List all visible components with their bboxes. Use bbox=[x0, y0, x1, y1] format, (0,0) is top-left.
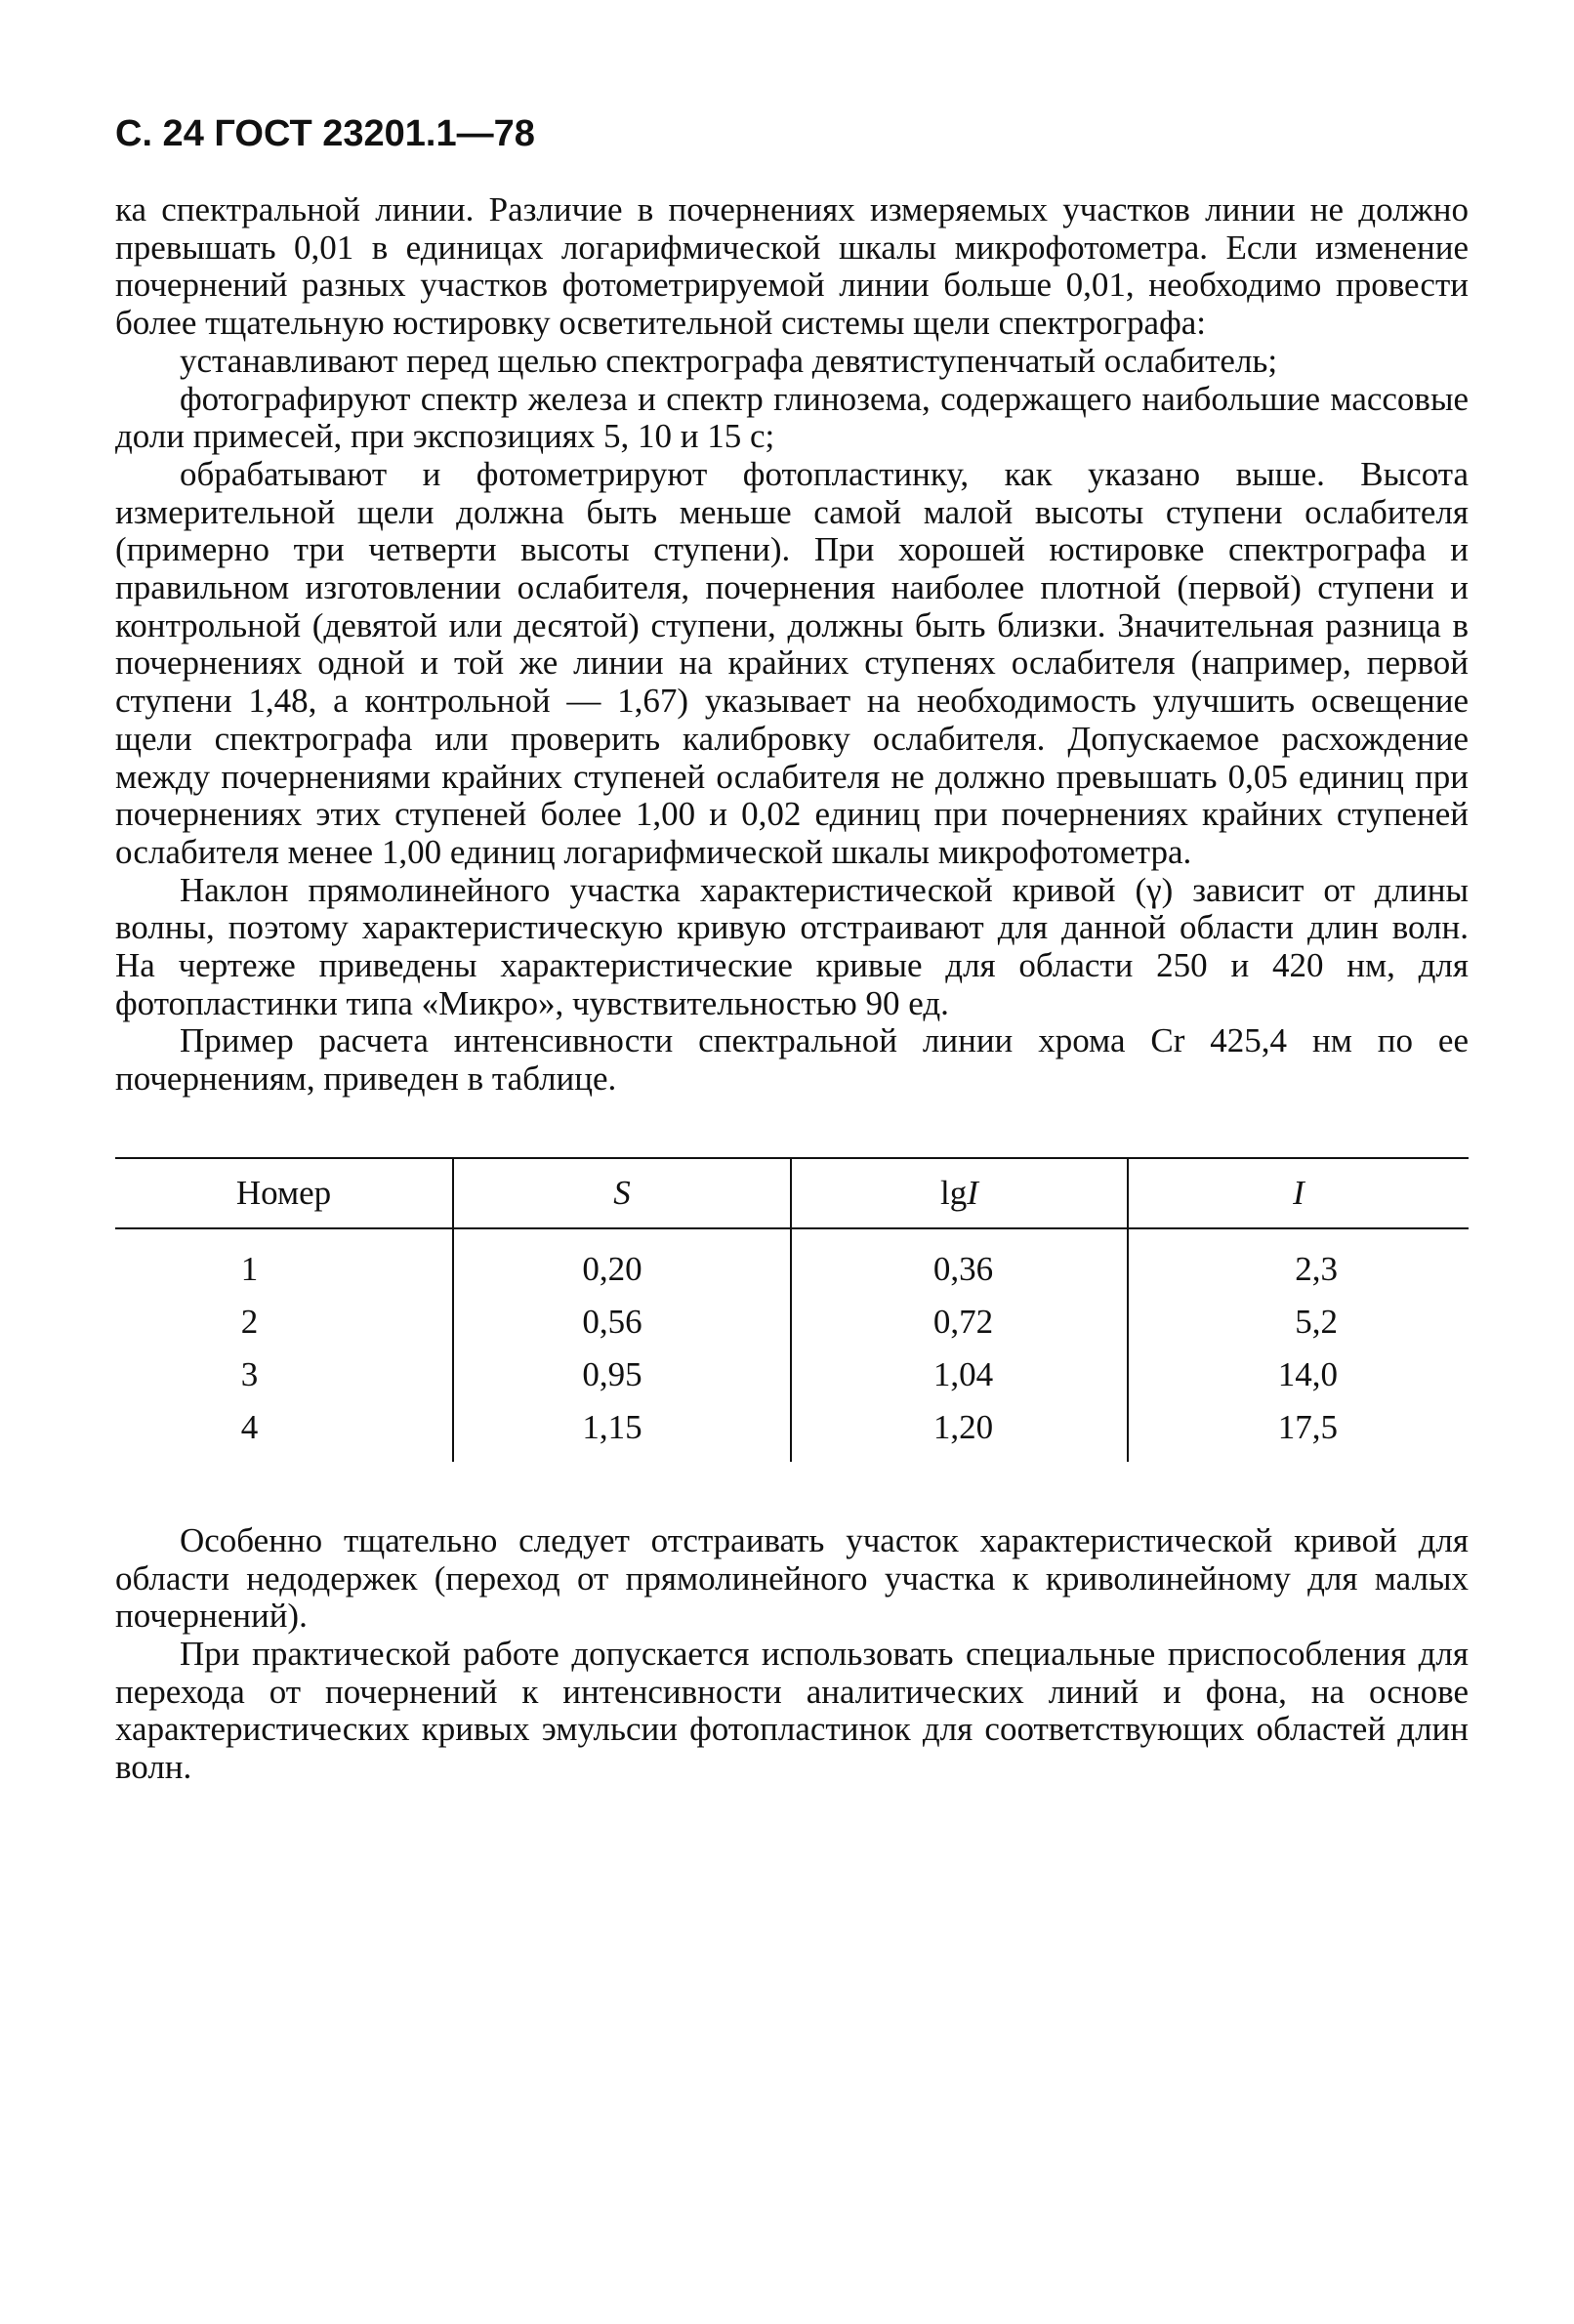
body-text-bottom bbox=[115, 1522, 1469, 1787]
results-table-wrap bbox=[115, 1157, 1469, 1462]
table-header-row bbox=[115, 1158, 1469, 1228]
table-header-i: I bbox=[1128, 1158, 1469, 1228]
table-header-lgi: lgI bbox=[791, 1158, 1128, 1228]
paragraph: Пример расчета интенсивности спектральной линии хрома Cr 425,4 нм по ее почернениям, приведен в таблице. bbox=[115, 1021, 1469, 1099]
table-row bbox=[115, 1349, 1469, 1401]
table-cell: 3 bbox=[240, 1354, 259, 1393]
table-row bbox=[115, 1401, 1469, 1462]
paragraph: фотографируют спектр железа и спектр глинозема, содержащего наибольшие массовые доли примесей, при экспозициях 5, 10 и 15 с; bbox=[115, 379, 1469, 456]
paragraph: При практической работе допускается использовать специальные приспособления для перехода от почернений к интенсивности аналитических линий и фона, на основе характеристических кривых эмульсии фотопластинок для соответствующих областей длин волн. bbox=[115, 1634, 1469, 1787]
table-cell: 0,36 bbox=[791, 1228, 1128, 1296]
paragraph: ка спектральной линии. Различие в почернениях измеряемых участков линии не должно превышать 0,01 в единицах логарифмической шкалы микрофотометра. Если изменение почернений разных участков фотометрируемой линии больше 0,01, необходимо провести более тщательную юстировку осветительной системы щели спектрографа: bbox=[115, 190, 1469, 343]
paragraph: устанавливают перед щелью спектрографа девятиступенчатый ослабитель; bbox=[180, 341, 1278, 380]
table-cell: 2 bbox=[240, 1302, 259, 1341]
table-header-s: S bbox=[453, 1158, 791, 1228]
document-page bbox=[115, 109, 1469, 1787]
table-cell: 1,20 bbox=[791, 1401, 1128, 1462]
page-header: С. 24 ГОСТ 23201.1—78 bbox=[115, 113, 535, 154]
table-cell: 2,3 bbox=[1128, 1228, 1469, 1296]
table-row bbox=[115, 1296, 1469, 1349]
table-cell: 1 bbox=[240, 1249, 259, 1288]
table-cell: 1,15 bbox=[453, 1401, 791, 1462]
table-cell: 17,5 bbox=[1128, 1401, 1469, 1462]
table-header-number: Номер bbox=[115, 1158, 453, 1228]
table-cell: 14,0 bbox=[1128, 1349, 1469, 1401]
paragraph: обрабатывают и фотометрируют фотопластинку, как указано выше. Высота измерительной щели должна быть меньше самой малой высоты ступени ослабителя (примерно три четверти высоты ступени). При хорошей юстировке спектрографа и правильном изготовлении ослабителя, почернения наиболее плотной (первой) ступени и контрольной (девятой или десятой) ступени, должны быть близки. Значительная разница в почернениях одной и той же линии на крайних ступенях ослабителя (например, первой ступени 1,48, а контрольной — 1,67) указывает на необходимость улучшить освещение щели спектрографа или проверить калибровку ослабителя. Допускаемое расхождение между почернениями крайних ступеней ослабителя не должно превышать 0,05 единиц при почернениях этих ступеней более 1,00 и 0,02 единиц при почернениях крайних ступеней ослабителя менее 1,00 единиц логарифмической шкалы микрофотометра. bbox=[115, 454, 1469, 871]
paragraph: Наклон прямолинейного участка характеристической кривой (γ) зависит от длины волны, поэтому характеристическую кривую отстраивают для данной области длин волн. На чертеже приведены характеристические кривые для области 250 и 420 нм, для фотопластинки типа «Микро», чувствительностью 90 ед. bbox=[115, 870, 1469, 1022]
body-text-top bbox=[115, 191, 1469, 1099]
table-cell: 1,04 bbox=[791, 1349, 1128, 1401]
table-cell: 0,95 bbox=[453, 1349, 791, 1401]
paragraph: Особенно тщательно следует отстраивать участок характеристической кривой для области недодержек (переход от прямолинейного участка к криволинейному для малых почернений). bbox=[115, 1520, 1469, 1636]
results-table bbox=[115, 1157, 1469, 1462]
table-cell: 5,2 bbox=[1128, 1296, 1469, 1349]
table-row bbox=[115, 1228, 1469, 1296]
table-cell: 0,56 bbox=[453, 1296, 791, 1349]
table-cell: 4 bbox=[240, 1407, 259, 1446]
table-cell: 0,20 bbox=[453, 1228, 791, 1296]
table-cell: 0,72 bbox=[791, 1296, 1128, 1349]
